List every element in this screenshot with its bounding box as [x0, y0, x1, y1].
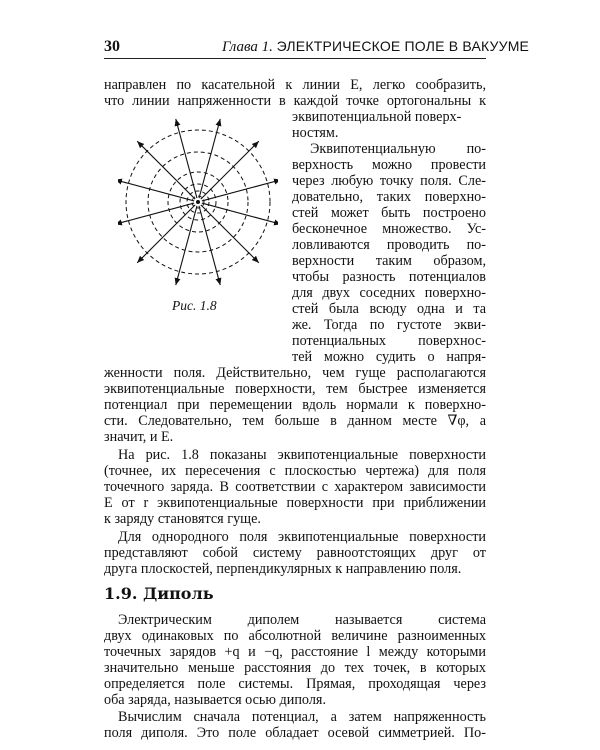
text-line: представляют собой систему равноотстоящих друг от: [104, 545, 486, 561]
field-line-arrow: [176, 119, 197, 198]
text-line: потенциальных поверхнос-: [292, 333, 486, 349]
field-line-arrow: [202, 203, 278, 224]
text-line: друга плоскостей, перпендикулярных к направлению поля.: [104, 561, 462, 577]
page-number: 30: [104, 38, 120, 55]
text-line: стей была всюду одна и та: [292, 301, 486, 317]
text-line: ностям.: [292, 125, 339, 141]
field-line-arrow: [118, 180, 194, 201]
text-line: точечного заряда. В соответствии с характером зависимости: [104, 479, 486, 495]
text-line: определяется поле системы. Прямая, проходящая через: [104, 676, 486, 692]
field-line-arrow: [201, 205, 259, 263]
header-rule: [104, 58, 486, 59]
section-title: Диполь: [142, 584, 214, 603]
text-line: эквипотенциальной поверх-: [292, 109, 462, 125]
text-line: двух одинаковых по абсолютной величине разноименных: [104, 628, 486, 644]
text-line: тей можно судить о напря-: [292, 349, 486, 365]
field-line-arrow: [176, 206, 197, 285]
field-line-arrow: [137, 205, 195, 263]
text-line: же. Тогда по густоте экви-: [292, 317, 486, 333]
text-line: Вычислим сначала потенциал, а затем напряженность: [118, 709, 486, 725]
field-line-arrow: [118, 203, 194, 224]
text-line: ловливаются проводить по-: [292, 237, 486, 253]
figure-caption: Рис. 1.8: [172, 298, 217, 313]
text-line: оба заряда, называется осью диполя.: [104, 692, 326, 708]
text-line: для двух соседних поверхно-: [292, 285, 486, 301]
text-line: E от r эквипотенциальные поверхности при приближении: [104, 495, 486, 511]
point-charge: [196, 200, 200, 204]
field-line-arrow: [202, 180, 278, 201]
text-line: верхности таким образом,: [292, 253, 486, 269]
text-line: направлен по касательной к линии E, легко сообразить,: [104, 77, 486, 93]
text-line: значительно меньше расстояния до тех точек, в которых: [104, 660, 486, 676]
text-line: довательно, таких поверхно-: [292, 189, 486, 205]
text-line: На рис. 1.8 показаны эквипотенциальные поверхности: [118, 447, 486, 463]
running-header: [222, 38, 529, 56]
text-line: Эквипотенциальную по-: [310, 141, 486, 157]
text-line: сти. Следовательно, тем больше в данном месте ∇φ, а: [104, 413, 486, 429]
chapter-title: ЭЛЕКТРИЧЕСКОЕ ПОЛЕ В ВАКУУМЕ: [276, 38, 530, 54]
equipotential-figure: [118, 110, 278, 290]
chapter-label: Глава 1.: [222, 39, 273, 55]
section-number: 1.9.: [104, 584, 138, 603]
text-line: стей может быть построено: [292, 205, 486, 221]
text-line: что линии напряженности в каждой точке ортогональны к: [104, 93, 486, 109]
field-line-arrow: [201, 141, 259, 199]
text-line: точечных зарядов +q и −q, расстояние l между которыми: [104, 644, 486, 660]
text-line: верхность можно провести: [292, 157, 486, 173]
text-line: бесконечное множество. Ус-: [292, 221, 486, 237]
text-line: через любую точку поля. Сле-: [292, 173, 486, 189]
text-line: потенциал при перемещении вдоль нормали к поверхно-: [104, 397, 486, 413]
text-line: (точнее, их пересечения с плоскостью чертежа) для поля: [104, 463, 486, 479]
section-heading: [104, 584, 214, 603]
text-line: Электрическим диполем называется система: [118, 612, 486, 628]
text-line: Для однородного поля эквипотенциальные поверхности: [118, 529, 486, 545]
text-line: чтобы разность потенциалов: [292, 269, 486, 285]
text-line: поля диполя. Это поле обладает осевой симметрией. По-: [104, 725, 486, 741]
text-line: женности поля. Действительно, чем гуще располагаются: [104, 365, 486, 381]
text-line: к заряду становятся гуще.: [104, 511, 261, 527]
text-line: значит, и E.: [104, 429, 174, 445]
text-line: эквипотенциальные поверхности, тем быстрее изменяется: [104, 381, 486, 397]
field-line-arrow: [137, 141, 195, 199]
